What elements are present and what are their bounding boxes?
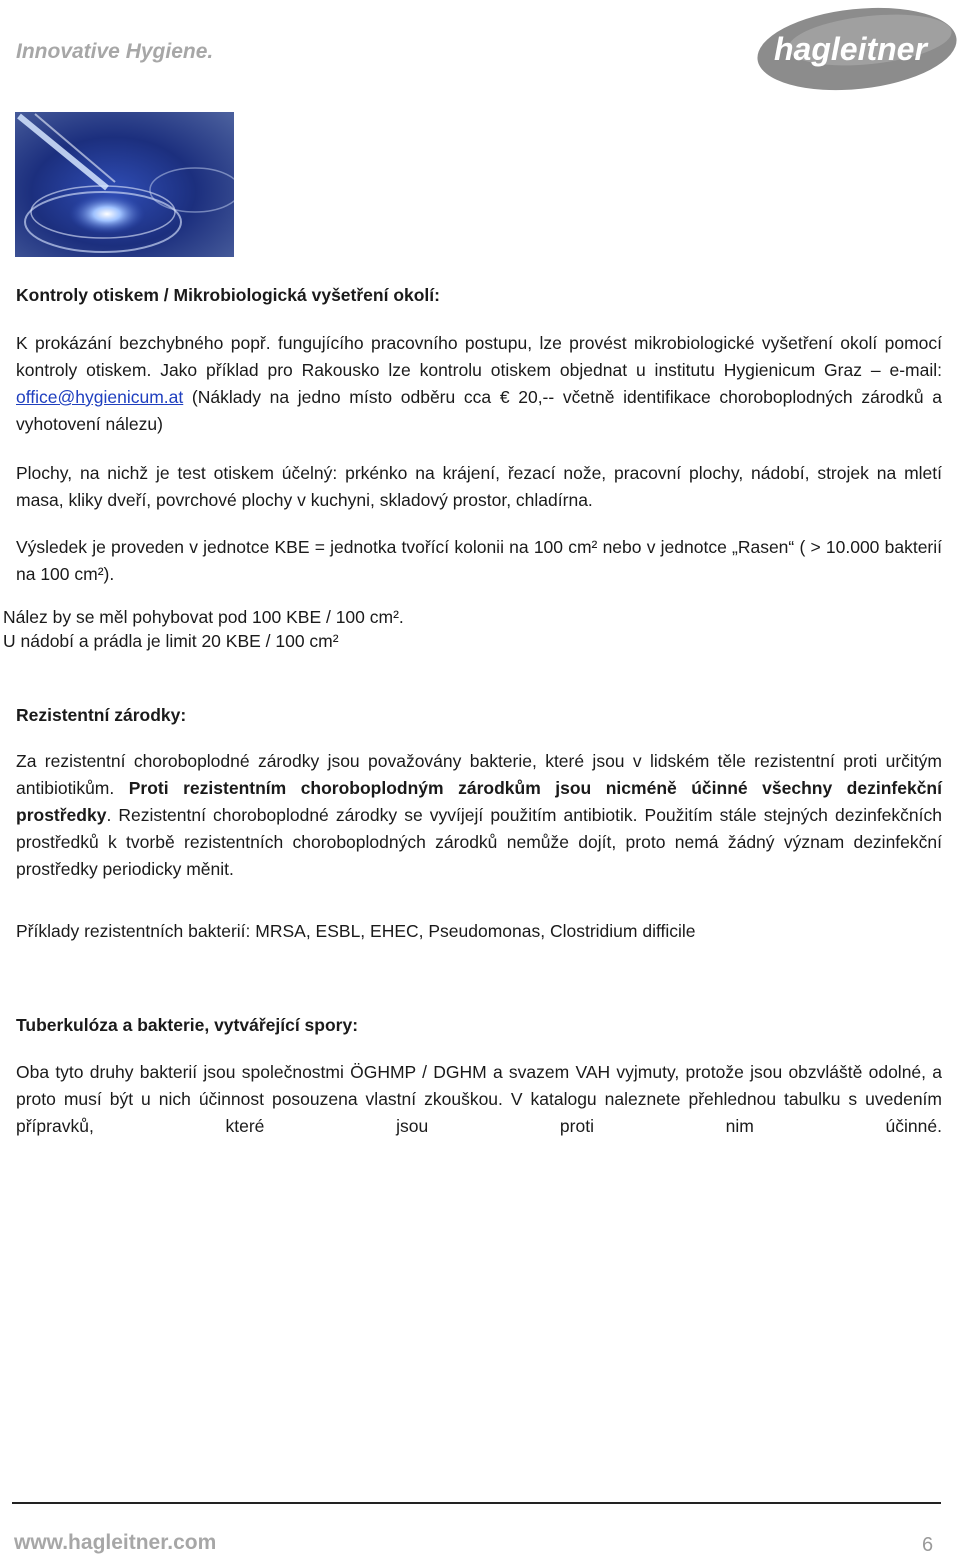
rezistentni-text-2: . Rezistentní choroboplodné zárodky se vyvíjejí použitím antibiotik. Použitím stále stejných dezinfekčních prostředků k tvorbě rezistentních choroboplodných zárodků nemůže dojít, proto nemá žádný význam dezinfekční prostředky periodicky měnit. <box>16 805 942 879</box>
rezistentni-text-1: Za rezistentní choroboplodné zárodky jsou považovány bakterie, které jsou v lidském těle rezistentní proti určitým antibiotikům. <box>16 751 942 798</box>
footer-url: www.hagleitner.com <box>14 1531 217 1554</box>
heading-rezistentni: Rezistentní zárodky: <box>16 705 187 725</box>
paragraph-kontroly-intro <box>16 330 942 438</box>
paragraph-nalez: Nález by se měl pohybovat pod 100 KBE / 100 cm². <box>3 607 404 627</box>
rezistentni-bold-text: Proti rezistentním choroboplodným zárodkům jsou nicméně účinné všechny dezinfekční prostředky <box>16 778 942 825</box>
petri-dish-photo <box>15 112 234 257</box>
paragraph-tuberkuloza: Oba tyto druhy bakterií jsou společnostmi ÖGHMP / DGHM a svazem VAH vyjmuty, protože jsou obzvláště odolné, a proto musí být u nich účinnost posouzena vlastní zkouškou. V katalogu naleznete přehlednou tabulku s uvedením přípravků, které jsou proti nim účinné. <box>16 1062 942 1136</box>
paragraph-rezistentni <box>16 748 942 883</box>
heading-kontroly: Kontroly otiskem / Mikrobiologická vyšetření okolí: <box>16 285 440 305</box>
paragraph-vysledek: Výsledek je proveden v jednotce KBE = jednotka tvořící kolonii na 100 cm² nebo v jednotce „Rasen“ ( > 10.000 bakterií na 100 cm²). <box>16 537 942 584</box>
paragraph-priklady: Příklady rezistentních bakterií: MRSA, ESBL, EHEC, Pseudomonas, Clostridium difficile <box>16 921 696 941</box>
footer-divider <box>12 1502 941 1504</box>
paragraph-limit: U nádobí a prádla je limit 20 KBE / 100 cm² <box>3 631 339 651</box>
page-number: 6 <box>922 1534 934 1556</box>
kontroly-intro-text-end: (Náklady na jedno místo odběru cca € 20,-- včetně identifikace choroboplodných zárodků a vyhotovení nálezu) <box>16 387 942 434</box>
kontroly-intro-text: K prokázání bezchybného popř. fungujícího pracovního postupu, lze provést mikrobiologické vyšetření okolí pomocí kontroly otiskem. Jako příklad pro Rakousko lze kontrolu otiskem objednat u institutu Hygienicum Graz – e-mail: <box>16 333 942 380</box>
email-link[interactable]: office@hygienicum.at <box>16 387 184 407</box>
header-tagline: Innovative Hygiene. <box>16 40 214 63</box>
heading-tuberkuloza: Tuberkulóza a bakterie, vytvářející spory: <box>16 1015 359 1035</box>
logo-text: hagleitner <box>774 31 927 67</box>
hagleitner-logo <box>752 4 960 94</box>
paragraph-plochy: Plochy, na nichž je test otiskem účelný: prkénko na krájení, řezací nože, pracovní plochy, nádobí, strojek na mletí masa, kliky dveří, povrchové plochy v kuchyni, skladový prostor, chladírna. <box>16 463 942 510</box>
